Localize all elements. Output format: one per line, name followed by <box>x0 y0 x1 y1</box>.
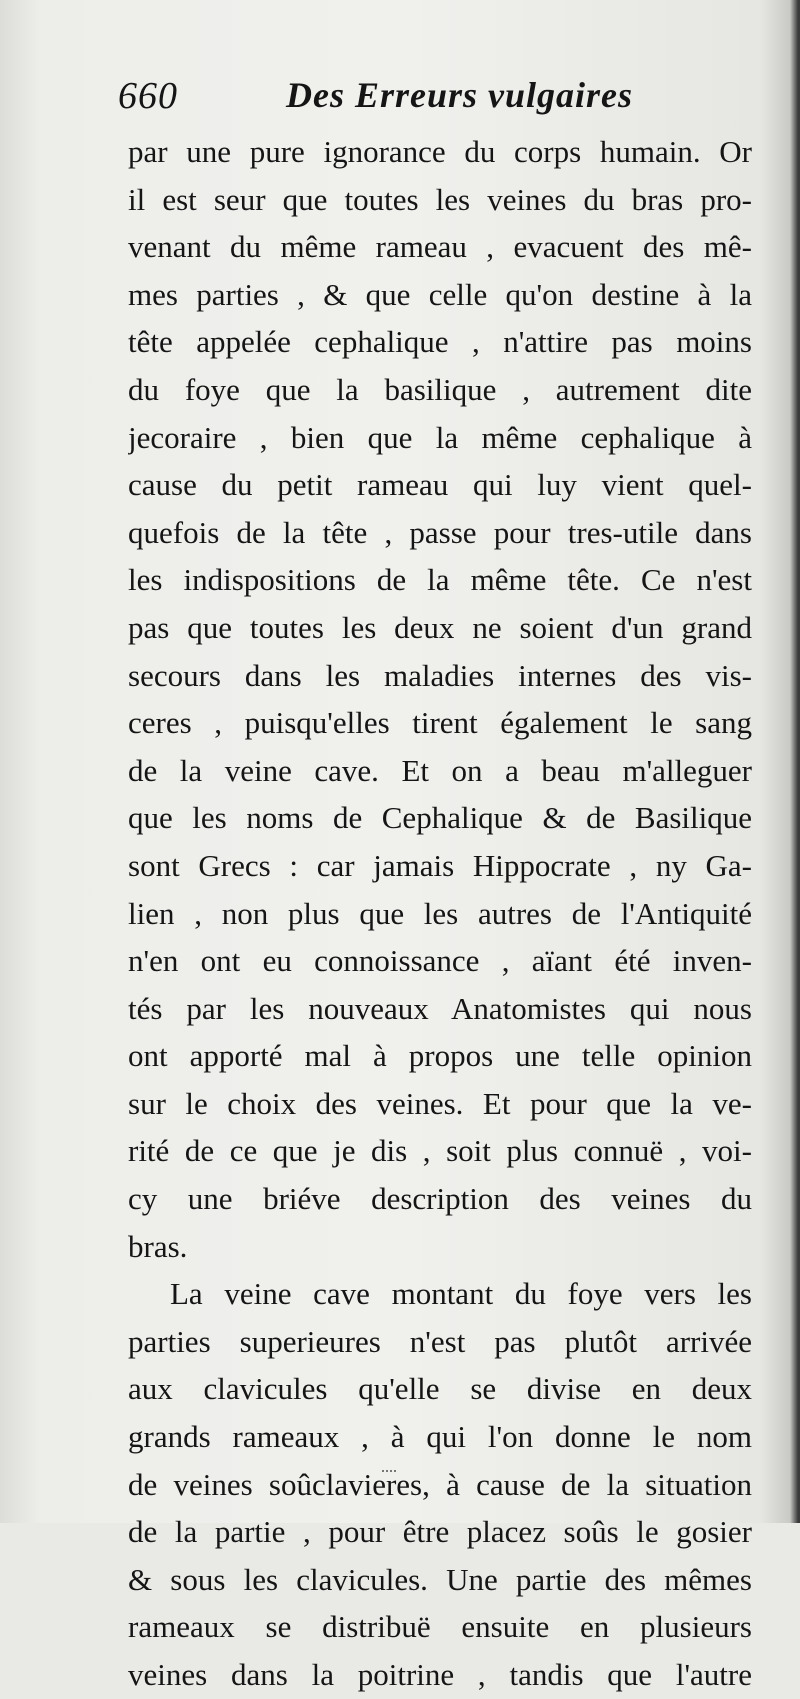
text-line: bras. <box>128 1228 188 1264</box>
text-line: de la veine cave. Et on a beau m'alleguer <box>128 752 752 788</box>
text-line: aux clavicules qu'elle se divise en deux <box>128 1371 752 1407</box>
text-line: ceres , puisqu'elles tirent également le sang <box>128 705 752 741</box>
text-line: rameaux se distribuë ensuite en plusieurs <box>128 1609 752 1645</box>
text-line: pas que toutes les deux ne soient d'un grand <box>128 609 752 645</box>
text-line: ont apporté mal à propos une telle opinion <box>128 1038 752 1074</box>
text-line: grands rameaux , à qui l'on donne le nom <box>128 1419 752 1455</box>
print-mark <box>382 1462 396 1472</box>
text-line: parties superieures n'est pas plutôt arrivée <box>128 1323 752 1359</box>
page-header <box>118 74 758 124</box>
text-line: mes parties , & que celle qu'on destine à la <box>128 276 752 312</box>
text-line: lien , non plus que les autres de l'Antiquité <box>128 895 752 931</box>
text-line: les indispositions de la même tête. Ce n'est <box>128 562 752 598</box>
text-line: du foye que la basilique , autrement dite <box>128 371 752 407</box>
text-line: venant du même rameau , evacuent des mê- <box>128 229 752 265</box>
text-line: & sous les clavicules. Une partie des mêmes <box>128 1561 752 1597</box>
text-line: de veines soûclavieres, à cause de la situation <box>128 1466 752 1502</box>
text-line: sont Grecs : car jamais Hippocrate , ny Ga- <box>128 847 752 883</box>
text-line: jecoraire , bien que la même cephalique à <box>128 419 752 455</box>
page-number: 660 <box>118 75 178 117</box>
text-line: veines dans la poitrine , tandis que l'autre <box>128 1657 752 1692</box>
text-line: tés par les nouveaux Anatomistes qui nous <box>128 990 752 1026</box>
text-line: secours dans les maladies internes des vis- <box>128 657 752 693</box>
text-line: par une pure ignorance du corps humain. Or <box>128 134 752 169</box>
text-line: rité de ce que je dis , soit plus connuë , voi- <box>128 1133 752 1169</box>
paragraph-start-line: La veine cave montant du foye vers les <box>170 1276 752 1312</box>
text-line: cause du petit rameau qui luy vient quel- <box>128 467 752 503</box>
text-line: quefois de la tête , passe pour tres-utile dans <box>128 514 752 550</box>
text-line: que les noms de Cephalique & de Basilique <box>128 800 752 836</box>
text-line: il est seur que toutes les veines du bras pro- <box>128 181 752 217</box>
text-line: n'en ont eu connoissance , aïant été inven- <box>128 943 752 979</box>
text-line: sur le choix des veines. Et pour que la ve- <box>128 1085 752 1121</box>
body-text <box>128 128 752 1699</box>
text-line: cy une briéve description des veines du <box>128 1181 752 1217</box>
running-title: Des Erreurs vulgaires <box>286 75 634 115</box>
text-line: tête appelée cephalique , n'attire pas moins <box>128 324 752 360</box>
text-line: de la partie , pour être placez soûs le gosier <box>128 1514 752 1550</box>
